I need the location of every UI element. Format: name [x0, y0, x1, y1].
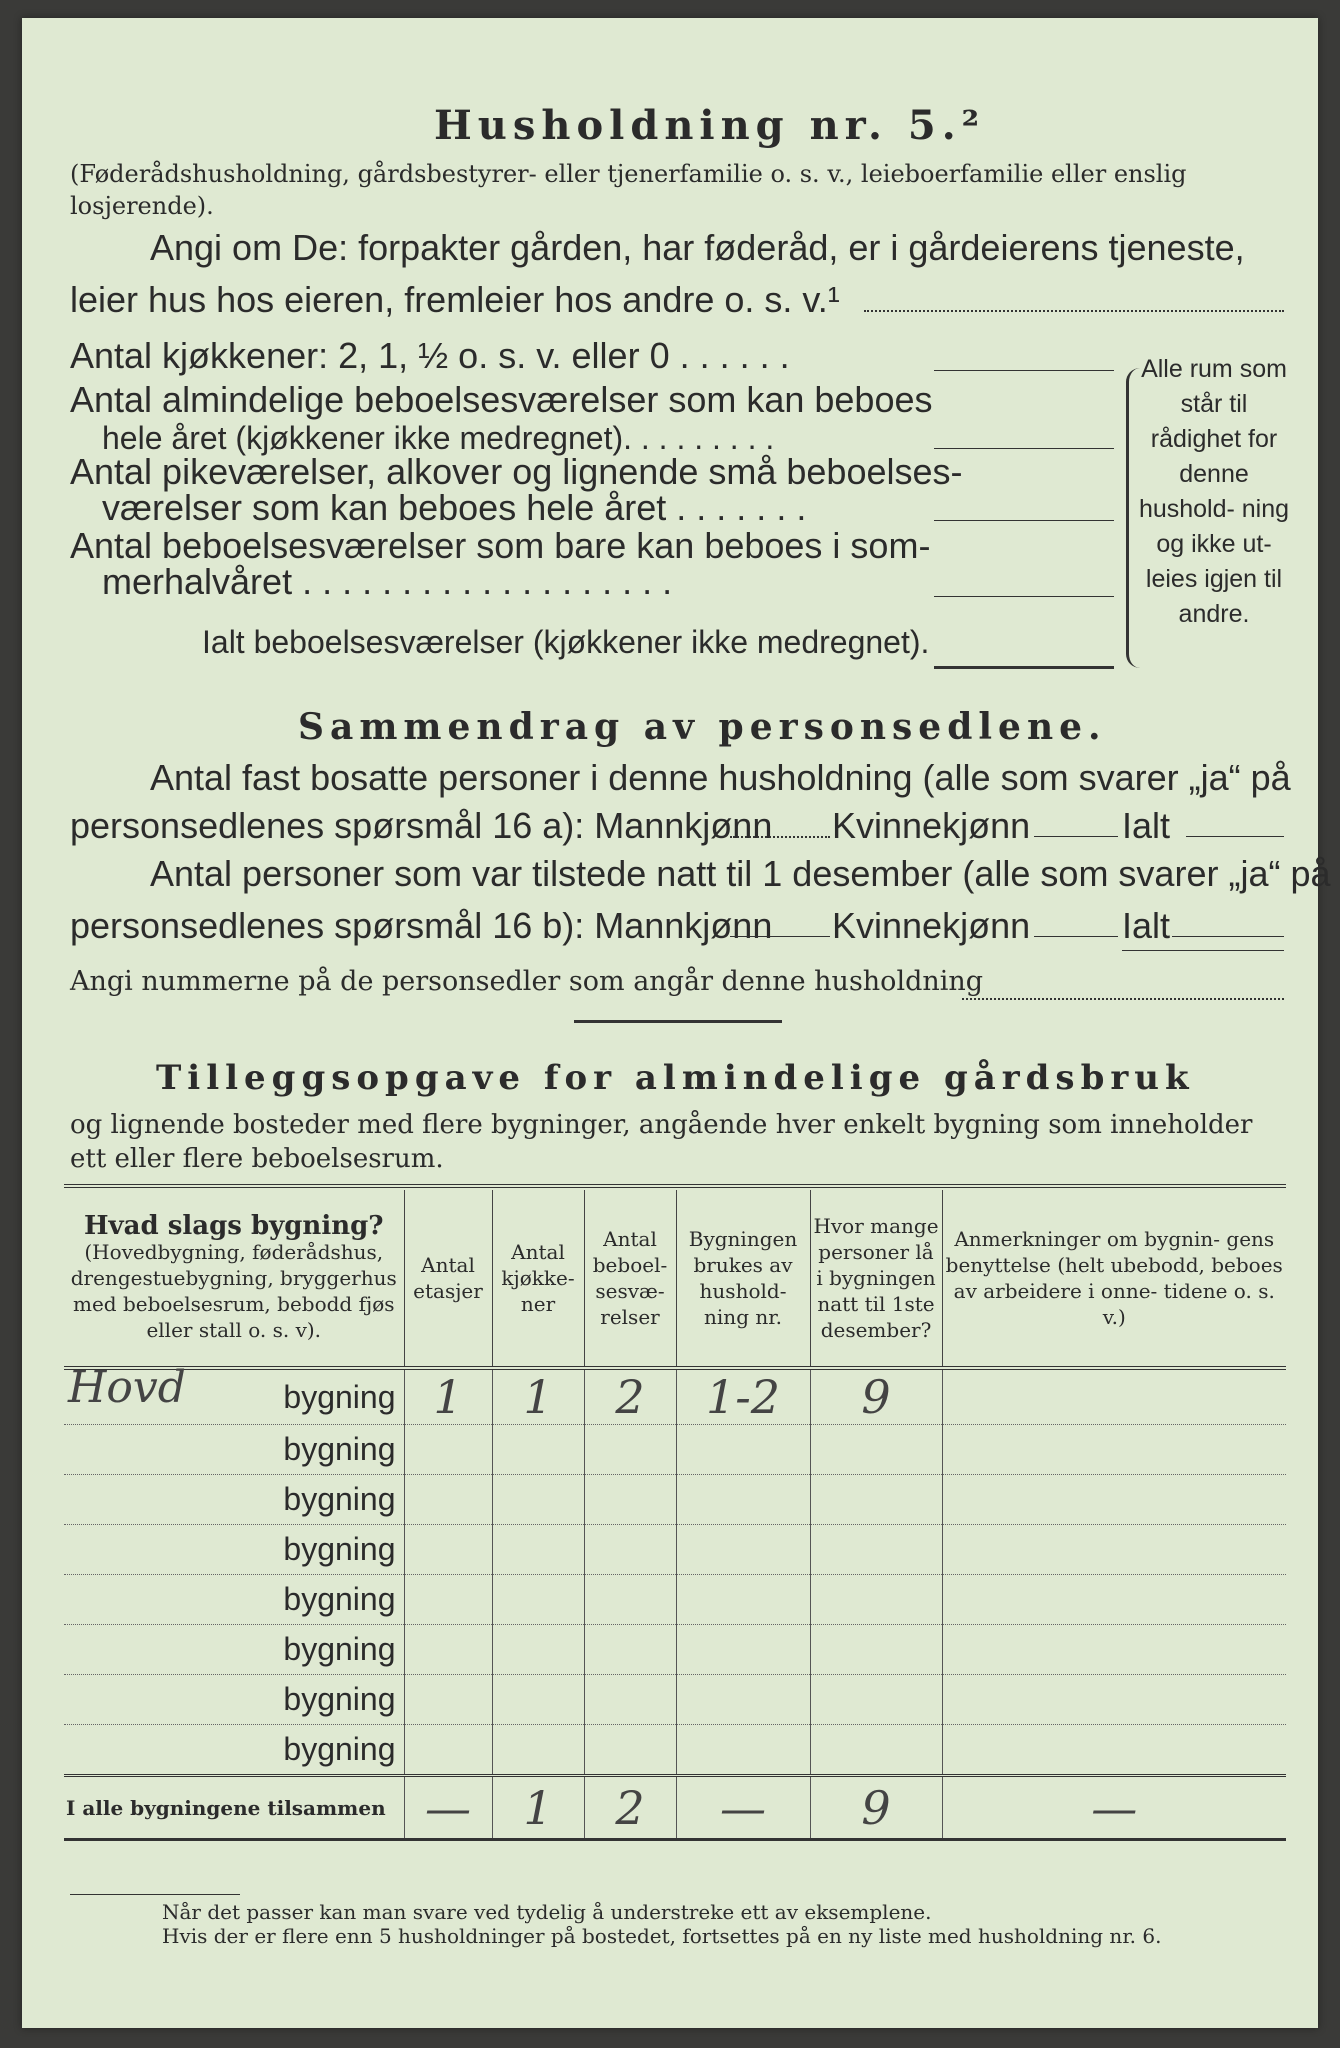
total-kitchens: 1 [492, 1776, 584, 1840]
ordinary-rooms-label-2: hele året (kjøkkener ikke medregnet). . . . . . . . . [102, 420, 775, 456]
building-floors-cell[interactable] [404, 1675, 492, 1725]
building-kitchens-cell[interactable]: 1 [492, 1368, 584, 1425]
building-household-cell[interactable] [676, 1725, 810, 1776]
building-persons-cell[interactable] [810, 1575, 942, 1625]
building-household-cell[interactable] [676, 1575, 810, 1625]
building-label: bygning [283, 1581, 396, 1617]
building-row [64, 1475, 1286, 1525]
building-remarks-cell[interactable] [942, 1725, 1286, 1776]
summary-present-line-2: personsedlenes spørsmål 16 b): Mannkjønn [70, 905, 773, 946]
building-persons-cell[interactable] [810, 1425, 942, 1475]
building-rooms-cell[interactable]: 2 [584, 1368, 676, 1425]
building-floors-cell[interactable]: 1 [404, 1368, 492, 1425]
total-persons: 9 [810, 1776, 942, 1840]
header-building-type-desc: (Hovedbygning, føderådshus, drengestuebygning, bryggerhus med beboelsesrum, bebodd fjøs eller stall o. s. v). [70, 1240, 397, 1342]
fast-total-line[interactable] [1186, 836, 1284, 837]
total-household: — [676, 1776, 810, 1840]
building-floors-cell[interactable] [404, 1475, 492, 1525]
building-persons-cell[interactable] [810, 1475, 942, 1525]
building-kitchens-cell[interactable] [492, 1625, 584, 1675]
supplement-title: Tilleggsopgave for almindelige gårdsbruk [156, 1058, 1195, 1098]
building-label: bygning [283, 1681, 396, 1717]
total-row-label: I alle bygningene tilsammen [66, 1795, 386, 1820]
summary-present-line-1: Antal personer som var tilstede natt til 1 desember (alle som svarer „ja“ på [150, 853, 1331, 894]
building-floors-cell[interactable] [404, 1525, 492, 1575]
angi-answer-line[interactable] [864, 310, 1284, 312]
kitchens-answer-line[interactable] [934, 370, 1114, 371]
building-name-handwritten: Hovd [68, 1362, 186, 1413]
present-female-line[interactable] [1034, 936, 1118, 937]
total-rooms-answer-line[interactable] [934, 666, 1114, 669]
building-kitchens-cell[interactable] [492, 1425, 584, 1475]
footnote-1: Når det passer kan man svare ved tydelig å understreke ett av eksemplene. [162, 1900, 932, 1924]
numbers-answer-line[interactable] [962, 998, 1284, 1000]
building-household-cell[interactable] [676, 1525, 810, 1575]
building-persons-cell[interactable] [810, 1725, 942, 1776]
building-remarks-cell[interactable] [942, 1675, 1286, 1725]
building-name-cell[interactable] [64, 1725, 404, 1776]
building-kitchens-cell[interactable] [492, 1725, 584, 1776]
building-persons-cell[interactable] [810, 1675, 942, 1725]
present-total-double-line [1122, 950, 1284, 951]
footnote-2: Hvis der er flere enn 5 husholdninger på bostedet, fortsettes på en ny liste med husholdning nr. 6. [162, 1924, 1162, 1948]
building-floors-cell[interactable] [404, 1575, 492, 1625]
census-form-page [22, 18, 1331, 2028]
building-label: bygning [283, 1531, 396, 1567]
building-table [64, 1190, 1286, 1841]
building-floors-cell[interactable] [404, 1725, 492, 1776]
building-persons-cell[interactable]: 9 [810, 1368, 942, 1425]
summer-rooms-answer-line[interactable] [934, 596, 1114, 597]
summer-rooms-label-1: Antal beboelsesværelser som bare kan beboes i som- [70, 525, 931, 566]
building-kitchens-cell[interactable] [492, 1675, 584, 1725]
building-rooms-cell[interactable] [584, 1475, 676, 1525]
building-name-cell[interactable] [64, 1425, 404, 1475]
supplement-subtitle: og lignende bosteder med flere bygninger, angående hver enkelt bygning som inneholder ett eller flere beboelsesrum. [70, 1110, 1253, 1174]
fast-total-label: Ialt [1122, 805, 1171, 846]
building-label: bygning [283, 1481, 396, 1517]
kitchens-label: Antal kjøkkener: 2, 1, ½ o. s. v. eller 0 . . . . . . [70, 335, 790, 376]
building-row [64, 1625, 1286, 1675]
building-remarks-cell[interactable] [942, 1625, 1286, 1675]
building-household-cell[interactable] [676, 1625, 810, 1675]
building-name-cell[interactable] [64, 1362, 404, 1425]
numbers-label: Angi nummerne på de personsedler som angår denne husholdning [70, 966, 984, 997]
building-household-cell[interactable]: 1-2 [676, 1368, 810, 1425]
total-rooms-label: Ialt beboelsesværelser (kjøkkener ikke medregnet). [202, 624, 930, 660]
building-remarks-cell[interactable] [942, 1525, 1286, 1575]
household-title: Husholdning nr. 5.² [434, 102, 986, 149]
present-total-label: Ialt [1122, 905, 1171, 946]
present-female-label: Kvinnekjønn [832, 905, 1031, 946]
household-subtitle: (Føderådshusholdning, gårdsbestyrer- eller tjenerfamilie o. s. v., leieboerfamilie eller enslig losjerende). [70, 160, 1187, 220]
header-household-no: Bygningen brukes av hushold- ning nr. [676, 1190, 810, 1368]
fast-male-line[interactable] [730, 836, 830, 838]
summary-fast-line-2: personsedlenes spørsmål 16 a): Mannkjønn [70, 805, 773, 846]
building-rooms-cell[interactable] [584, 1425, 676, 1475]
fast-female-label: Kvinnekjønn [832, 805, 1031, 846]
building-remarks-cell[interactable] [942, 1575, 1286, 1625]
present-total-line[interactable] [1172, 936, 1284, 937]
building-remarks-cell[interactable] [942, 1425, 1286, 1475]
ordinary-rooms-answer-line[interactable] [934, 448, 1114, 449]
building-label: bygning [283, 1731, 396, 1767]
building-kitchens-cell[interactable] [492, 1525, 584, 1575]
building-household-cell[interactable] [676, 1475, 810, 1525]
building-label: bygning [283, 1378, 396, 1415]
total-remarks: — [942, 1776, 1286, 1840]
angi-line-2: leier hus hos eieren, fremleier hos andre o. s. v.¹ [70, 279, 840, 320]
building-persons-cell[interactable] [810, 1625, 942, 1675]
building-rooms-cell[interactable] [584, 1625, 676, 1675]
building-persons-cell[interactable] [810, 1525, 942, 1575]
side-note: Alle rum som står til rådighet for denne hushold- ning og ikke ut- leies igjen til andre. [1138, 355, 1290, 628]
header-building-type [64, 1190, 404, 1368]
building-row [64, 1575, 1286, 1625]
fast-female-line[interactable] [1034, 836, 1118, 837]
header-floors: Antal etasjer [404, 1190, 492, 1368]
building-remarks-cell[interactable] [942, 1475, 1286, 1525]
building-remarks-cell[interactable] [942, 1368, 1286, 1425]
building-rooms-cell[interactable] [584, 1575, 676, 1625]
header-persons: Hvor mange personer lå i bygningen natt til 1ste desember? [810, 1190, 942, 1368]
maid-rooms-label-1: Antal pikeværelser, alkover og lignende små beboelses- [70, 451, 963, 492]
header-building-type-title: Hvad slags bygning? [83, 1211, 384, 1241]
building-rooms-cell[interactable] [584, 1525, 676, 1575]
header-rooms: Antal beboel- sesvæ- relser [584, 1190, 676, 1368]
table-top-rule [64, 1184, 1286, 1188]
building-label: bygning [283, 1631, 396, 1667]
angi-line-1: Angi om De: forpakter gården, har føderåd, er i gårdeierens tjeneste, [150, 227, 1245, 268]
summary-title: Sammendrag av personsedlene. [298, 706, 1107, 748]
ordinary-rooms-label-1: Antal almindelige beboelsesværelser som kan beboes [70, 379, 933, 420]
maid-rooms-label-2: værelser som kan beboes hele året . . . . . . . [102, 487, 807, 528]
building-floors-cell[interactable] [404, 1625, 492, 1675]
maid-rooms-answer-line[interactable] [934, 520, 1114, 521]
building-name-cell[interactable] [64, 1675, 404, 1725]
summer-rooms-label-2: merhalvåret . . . . . . . . . . . . . . . . . . . [102, 561, 673, 602]
building-row [64, 1368, 1286, 1425]
building-name-cell[interactable] [64, 1575, 404, 1625]
building-name-cell[interactable] [64, 1625, 404, 1675]
building-household-cell[interactable] [676, 1425, 810, 1475]
building-kitchens-cell[interactable] [492, 1575, 584, 1625]
building-rooms-cell[interactable] [584, 1725, 676, 1776]
building-floors-cell[interactable] [404, 1425, 492, 1475]
building-row [64, 1675, 1286, 1725]
total-floors: — [404, 1776, 492, 1840]
building-label: bygning [283, 1431, 396, 1467]
building-row [64, 1525, 1286, 1575]
building-kitchens-cell[interactable] [492, 1475, 584, 1525]
footnote-rule [70, 1894, 240, 1895]
building-row [64, 1725, 1286, 1776]
header-kitchens: Antal kjøkke- ner [492, 1190, 584, 1368]
building-rooms-cell[interactable] [584, 1675, 676, 1725]
building-row [64, 1425, 1286, 1475]
building-household-cell[interactable] [676, 1675, 810, 1725]
total-rooms: 2 [584, 1776, 676, 1840]
header-remarks: Anmerkninger om bygnin- gens benyttelse (helt ubebodd, beboes av arbeidere i onne- tidene o. s. v.) [942, 1190, 1286, 1368]
building-name-cell[interactable] [64, 1475, 404, 1525]
summary-fast-line-1: Antal fast bosatte personer i denne husholdning (alle som svarer „ja“ på [150, 757, 1291, 798]
building-name-cell[interactable] [64, 1525, 404, 1575]
present-male-line[interactable] [730, 936, 830, 937]
section-divider [574, 1020, 782, 1023]
